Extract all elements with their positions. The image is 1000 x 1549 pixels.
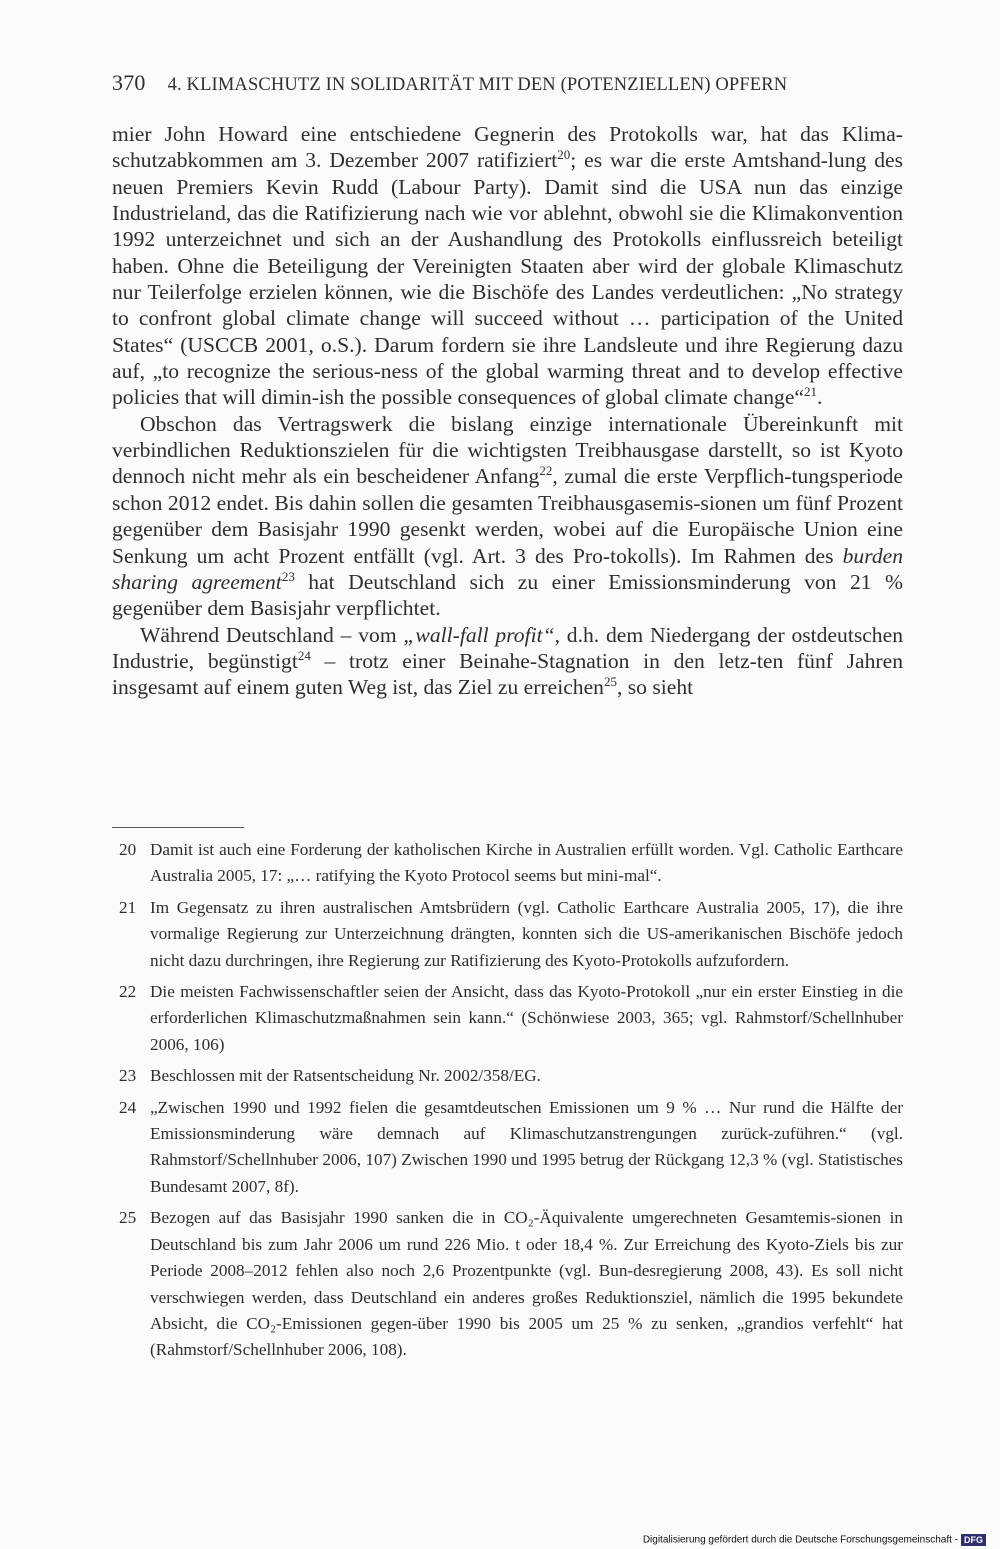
paragraph-2 xyxy=(112,411,903,622)
page-header xyxy=(112,70,912,94)
footnote-text: Bezogen auf das Basisjahr 1990 sanken die in CO₂-Äquivalente umgerechneten Gesamtemis-sionen in Deutschland bis zum Jahr 2006 um rund 226 Mio. t oder 18,4 %. Zur Erreichung des Kyoto-Ziels bis zur Periode 2008–2012 fehlen also noch 2,6 Prozentpunkte (vgl. Bun-desregierung 2008, 43). Es soll nicht verschwiegen werden, dass Deutschland ein anderes großes Reduktionsziel, nämlich die 1995 bekundete Absicht, die CO₂-Emissionen gegen-über 1990 bis 2005 um 25 % zu senken, „grandios verfehlt“ hat (Rahmstorf/Schellnhuber 2006, 108). xyxy=(150,1208,903,1360)
page-number: 370 xyxy=(112,70,146,95)
text-segment: ; es war die erste Amtshand-lung des neuen Premiers Kevin Rudd (Labour Party). Damit sind die USA nun das einzige Industrieland, das die Ratifizierung nach wie vor ablehnt, obwohl sie die Klimakonvention 1992 unterzeichnet und sich an der Aushandlung des Protokolls einflussreich beteiligt haben. Ohne die Beteiligung der Vereinigten Staaten aber wird der globale Klimaschutz nur Teilerfolge erzielen können, wie die Bischöfe des Landes verdeutlichen: „No strategy to confront global climate change will succeed without … participation of the United States“ (USCCB 2001, o.S.). Darum fordern sie ihre Landsleute und ihre Regierung dazu auf, „to recognize the serious-ness of the global warming threat and to develop effective policies that will dimin-ish the possible consequences of global climate change“ xyxy=(112,148,903,410)
text-segment: mier John Howard eine entschiedene Gegnerin des Protokolls war, hat das Klima-schutzabkommen am 3. Dezember 2007 ratifiziert xyxy=(112,122,903,173)
dfg-logo: DFG xyxy=(961,1534,986,1546)
paragraph-1 xyxy=(112,121,903,411)
footnote-number: 25 xyxy=(119,1208,137,1228)
footnote-number: 24 xyxy=(119,1097,137,1117)
footnote-text: Beschlossen mit der Ratsentscheidung Nr. 2002/358/EG. xyxy=(150,1066,541,1086)
main-text xyxy=(112,121,903,701)
text-segment: , so sieht xyxy=(616,675,694,700)
text-segment: Während Deutschland – vom xyxy=(140,622,404,647)
footnote-item xyxy=(112,979,903,1058)
footnote-text: Damit ist auch eine Forderung der katholischen Kirche in Australien erfüllt worden. Vgl. Catholic Earthcare Australia 2005, 17: „… ratifying the Kyoto Protocol seems but mini-mal“. xyxy=(150,840,903,886)
footnote-text: Im Gegensatz zu ihren australischen Amtsbrüdern (vgl. Catholic Earthcare Australia 2005, 17), die ihre vormalige Regierung zur Unterzeichnung drängten, konnten sich die US-amerikanischen Bischöfe jedoch nicht dazu durchringen, ihre Regierung zur Ratifizierung des Kyoto-Protokolls aufzufordern. xyxy=(150,897,903,970)
text-segment: Obschon das Vertragswerk die bislang einzige internationale Übereinkunft mit verbindlichen Reduktionszielen für die wichtigsten Treibhausgase darstellt, so ist Kyoto dennoch nicht mehr als ein bescheidener Anfang xyxy=(112,411,903,489)
paragraph-3 xyxy=(112,622,903,701)
italic-term: burden sharing agreement xyxy=(112,543,903,594)
footnote-item xyxy=(112,1095,903,1201)
footnote-reference: 24 xyxy=(297,647,311,663)
footnote-divider xyxy=(112,827,244,828)
text-segment: . xyxy=(817,385,823,410)
footnote-number: 22 xyxy=(119,982,137,1002)
footnotes xyxy=(112,837,903,1369)
text-segment: hat Deutschland sich zu einer Emissionsminderung von 21 % gegenüber dem Basisjahr verpflichtet. xyxy=(112,569,904,621)
text-segment: – trotz einer Beinahe-Stagnation in den letz-ten fünf Jahren insgesamt auf einem guten Weg ist, das Ziel zu erreichen xyxy=(112,648,903,700)
text-segment: , zumal die erste Verpflich-tungsperiode schon 2012 endet. Bis dahin sollen die gesamten Treibhausgasemis-sionen um fünf Prozent gegenüber dem Basisjahr 1990 gesenkt werden, wobei auf die Europäische Union eine Senkung um acht Prozent entfällt (vgl. Art. 3 des Pro-tokolls). Im Rahmen des xyxy=(112,464,903,568)
footnote-number: 20 xyxy=(119,840,137,859)
footnote-reference: 23 xyxy=(281,568,295,584)
credit-text: Digitalisierung gefördert durch die Deutsche Forschungsgemeinschaft - xyxy=(642,1534,958,1546)
footnote-reference: 21 xyxy=(804,384,818,400)
footnote-text: „Zwischen 1990 und 1992 fielen die gesamtdeutschen Emissionen um 9 % … Nur rund die Hälfte der Emissionsminderung wäre demnach auf Klimaschutzanstrengungen zurück-zuführen.“ (vgl. Rahmstorf/Schellnhuber 2006, 107) Zwischen 1990 und 1995 betrug der Rückgang 12,3 % (vgl. Statistisches Bundesamt 2007, 8f). xyxy=(150,1097,903,1196)
footnote-item xyxy=(112,1063,903,1089)
footnote-item xyxy=(112,837,903,890)
footnote-item xyxy=(112,895,903,974)
footnote-item xyxy=(112,1205,903,1363)
text-segment: d.h. dem Niedergang der ostdeutschen Industrie, begünstigt xyxy=(112,622,903,673)
footnote-reference: 20 xyxy=(557,147,571,163)
footnote-reference: 25 xyxy=(603,674,617,690)
footnote-text: Die meisten Fachwissenschaftler seien der Ansicht, dass das Kyoto-Protokoll „nur ein erster Einstieg in die erforderlichen Klimaschutzmaßnahmen sein kann.“ (Schönwiese 2003, 365; vgl. Rahmstorf/Schellnhuber 2006, 106) xyxy=(150,982,903,1054)
digitization-credit xyxy=(643,1534,986,1546)
footnote-number: 23 xyxy=(119,1066,137,1086)
footnote-reference: 22 xyxy=(539,463,553,479)
footnote-number: 21 xyxy=(119,897,137,917)
italic-term: „wall-fall profit“, xyxy=(403,622,561,647)
running-head: 4. KLIMASCHUTZ IN SOLIDARITÄT MIT DEN (POTENZIELLEN) OPFERN xyxy=(167,75,788,95)
